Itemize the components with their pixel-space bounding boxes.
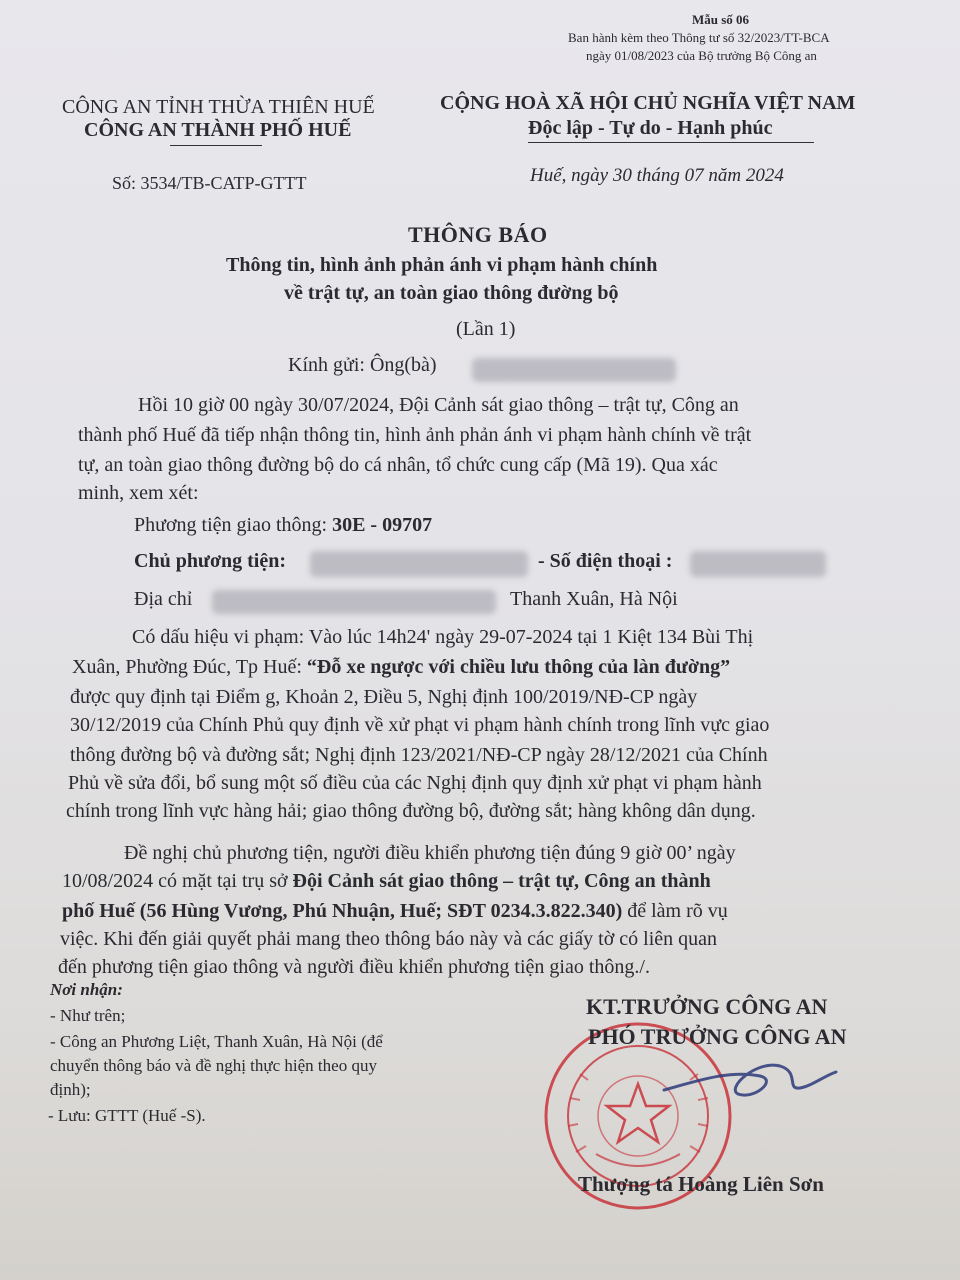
paragraph-1-line-1: Hồi 10 giờ 00 ngày 30/07/2024, Đội Cảnh sát giao thông – trật tự, Công an xyxy=(138,394,739,416)
owner-label: Chủ phương tiện: xyxy=(134,550,287,572)
phone-label: - Số điện thoại : xyxy=(538,550,673,572)
request-office: Đội Cảnh sát giao thông – trật tự, Công an thành xyxy=(292,870,711,892)
vehicle-line xyxy=(134,514,432,537)
form-number: Mẫu số 06 xyxy=(692,12,750,27)
redacted-phone xyxy=(690,551,826,577)
recipient-item-2-line-2: chuyển thông báo và đề nghị thực hiện theo quy xyxy=(50,1056,377,1075)
agency-name: CÔNG AN THÀNH PHỐ HUẾ xyxy=(84,119,352,141)
paragraph-1-line-4: minh, xem xét: xyxy=(78,482,199,504)
redacted-address xyxy=(212,590,496,614)
place-date: Huế, ngày 30 tháng 07 năm 2024 xyxy=(530,165,784,186)
address-label: Địa chỉ xyxy=(134,588,193,610)
request-line-2 xyxy=(62,870,711,893)
national-title: CỘNG HOÀ XÃ HỘI CHỦ NGHĨA VIỆT NAM xyxy=(440,92,856,114)
request-line-5: đến phương tiện giao thông và người điều khiển phương tiện giao thông./. xyxy=(58,956,650,978)
violation-location: Xuân, Phường Đúc, Tp Huế: xyxy=(72,656,307,678)
notice-count: (Lần 1) xyxy=(456,318,516,340)
request-office-address: phố Huế (56 Hùng Vương, Phú Nhuận, Huế; SĐT 0234.3.822.340) xyxy=(62,900,623,922)
motto-underline xyxy=(528,142,814,143)
vehicle-plate: 30E - 09707 xyxy=(332,514,433,536)
request-line-1: Đề nghị chủ phương tiện, người điều khiển phương tiện đúng 9 giờ 00’ ngày xyxy=(124,842,736,864)
recipient-item-1: - Như trên; xyxy=(50,1006,126,1025)
vehicle-label: Phương tiện giao thông: xyxy=(134,514,333,536)
address-city: Thanh Xuân, Hà Nội xyxy=(510,588,678,610)
handwritten-signature xyxy=(660,1050,840,1120)
paragraph-1-line-3: tự, an toàn giao thông đường bộ do cá nhân, tổ chức cung cấp (Mã 19). Qua xác xyxy=(78,454,718,476)
recipient-item-3: - Lưu: GTTT (Huế -S). xyxy=(48,1106,206,1125)
document-subtitle-line-1: Thông tin, hình ảnh phản ánh vi phạm hành chính xyxy=(226,254,658,276)
agency-parent: CÔNG AN TỈNH THỪA THIÊN HUẾ xyxy=(62,96,375,118)
redacted-recipient-name xyxy=(472,358,676,382)
recipient-item-2-line-3: định); xyxy=(50,1080,91,1099)
recipients-title: Nơi nhận: xyxy=(50,980,123,999)
violation-line-6: Phủ về sửa đổi, bổ sung một số điều của các Nghị định quy định xử phạt vi phạm hành xyxy=(68,772,762,794)
recipient-item-2-line-1: - Công an Phương Liệt, Thanh Xuân, Hà Nội (để xyxy=(50,1032,383,1051)
agency-underline xyxy=(170,145,262,146)
redacted-owner-name xyxy=(310,551,528,577)
violation-line-5: thông đường bộ và đường sắt; Nghị định 123/2021/NĐ-CP ngày 28/12/2021 của Chính xyxy=(70,744,768,766)
request-purpose: để làm rõ vụ xyxy=(622,900,728,922)
signer-name: Thượng tá Hoàng Liên Sơn xyxy=(578,1172,824,1196)
request-line-4: việc. Khi đến giải quyết phải mang theo thông báo này và các giấy tờ có liên quan xyxy=(60,928,718,950)
signature-title-line-1: KT.TRƯỞNG CÔNG AN xyxy=(586,994,828,1019)
signature-title-line-2: PHÓ TRƯỞNG CÔNG AN xyxy=(588,1024,847,1049)
national-motto: Độc lập - Tự do - Hạnh phúc xyxy=(528,117,773,139)
form-reference-line-2: ngày 01/08/2023 của Bộ trưởng Bộ Công an xyxy=(586,48,817,63)
request-date-text: 10/08/2024 có mặt tại trụ sở xyxy=(62,870,293,892)
violation-description: “Đỗ xe ngược với chiều lưu thông của làn đường” xyxy=(306,656,731,678)
violation-line-2 xyxy=(72,656,730,679)
document-number: Số: 3534/TB-CATP-GTTT xyxy=(112,173,307,193)
document-subtitle-line-2: về trật tự, an toàn giao thông đường bộ xyxy=(284,282,619,304)
violation-line-7: chính trong lĩnh vực hàng hải; giao thông đường bộ, đường sắt; hàng không dân dụng. xyxy=(66,800,756,822)
violation-line-4: 30/12/2019 của Chính Phủ quy định về xử phạt vi phạm hành chính trong lĩnh vực giao xyxy=(70,714,770,736)
document-title: THÔNG BÁO xyxy=(408,222,548,247)
request-line-3 xyxy=(62,900,728,923)
violation-line-3: được quy định tại Điểm g, Khoản 2, Điều 5, Nghị định 100/2019/NĐ-CP ngày xyxy=(70,686,698,708)
greeting: Kính gửi: Ông(bà) xyxy=(288,354,437,376)
paragraph-1-line-2: thành phố Huế đã tiếp nhận thông tin, hình ảnh phản ánh vi phạm hành chính về trật xyxy=(78,424,752,446)
violation-line-1: Có dấu hiệu vi phạm: Vào lúc 14h24' ngày 29-07-2024 tại 1 Kiệt 134 Bùi Thị xyxy=(132,626,754,648)
form-reference-line-1: Ban hành kèm theo Thông tư số 32/2023/TT-BCA xyxy=(568,30,830,45)
